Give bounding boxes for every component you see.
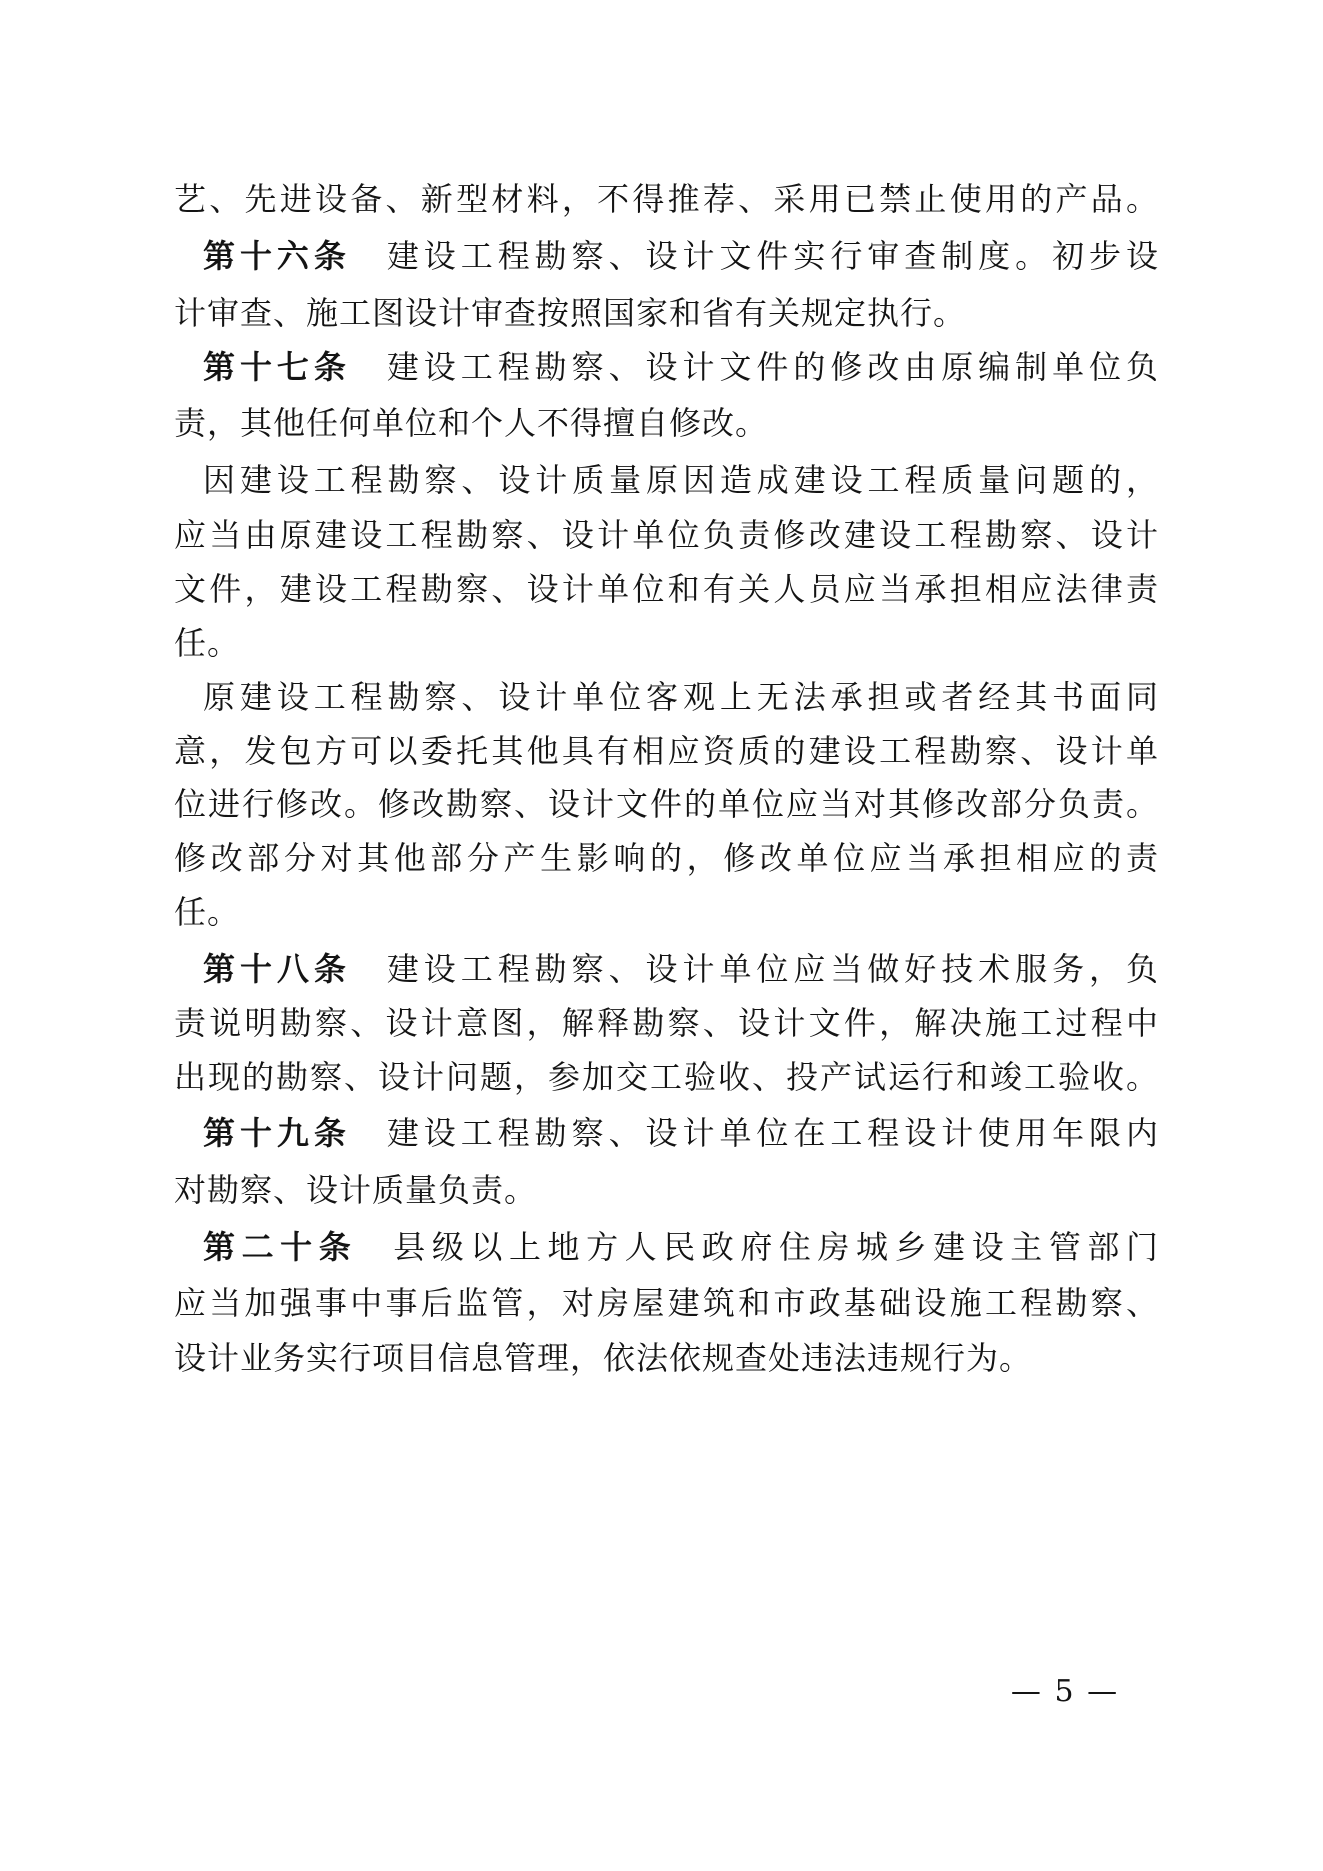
body-text-line: 位进行修改。修改勘察、设计文件的单位应当对其修改部分负责。	[174, 785, 1159, 823]
article-heading-line: 第十八条 建设工程勘察、设计单位应当做好技术服务，负	[203, 950, 1159, 988]
article-number: 第十七条	[203, 348, 351, 386]
body-text-line: 任。	[174, 624, 241, 662]
article-heading-line: 第二十条 县级以上地方人民政府住房城乡建设主管部门	[203, 1228, 1159, 1266]
paragraph-first-line: 原建设工程勘察、设计单位客观上无法承担或者经其书面同	[203, 678, 1159, 716]
body-text-line: 责，其他任何单位和个人不得擅自修改。	[174, 404, 769, 442]
page-number: — 5 —	[1010, 1674, 1120, 1709]
body-text-line: 设计业务实行项目信息管理，依法依规查处违法违规行为。	[174, 1339, 1033, 1377]
body-text-line: 出现的勘察、设计问题，参加交工验收、投产试运行和竣工验收。	[174, 1058, 1159, 1096]
body-text-line: 计审查、施工图设计审查按照国家和省有关规定执行。	[174, 294, 967, 332]
article-number: 第十六条	[203, 237, 351, 275]
article-number: 第十九条	[203, 1114, 351, 1152]
paragraph-first-line: 因建设工程勘察、设计质量原因造成建设工程质量问题的，	[203, 461, 1159, 499]
body-text-line: 意，发包方可以委托其他具有相应资质的建设工程勘察、设计单	[174, 732, 1159, 770]
body-text-line: 艺、先进设备、新型材料，不得推荐、采用已禁止使用的产品。	[174, 180, 1159, 218]
article-number: 第十八条	[203, 950, 351, 988]
body-text-line: 应当由原建设工程勘察、设计单位负责修改建设工程勘察、设计	[174, 516, 1159, 554]
body-text-line: 修改部分对其他部分产生影响的，修改单位应当承担相应的责	[174, 839, 1159, 877]
article-heading-line: 第十七条 建设工程勘察、设计文件的修改由原编制单位负	[203, 348, 1159, 386]
body-text-line: 任。	[174, 893, 241, 931]
body-text-line: 文件，建设工程勘察、设计单位和有关人员应当承担相应法律责	[174, 570, 1159, 608]
article-number: 第二十条	[203, 1228, 358, 1266]
body-text-line: 对勘察、设计质量负责。	[174, 1171, 538, 1209]
article-heading-line: 第十六条 建设工程勘察、设计文件实行审查制度。初步设	[203, 237, 1159, 275]
article-heading-line: 第十九条 建设工程勘察、设计单位在工程设计使用年限内	[203, 1114, 1159, 1152]
body-text-line: 责说明勘察、设计意图，解释勘察、设计文件，解决施工过程中	[174, 1004, 1159, 1042]
body-text-line: 应当加强事中事后监管，对房屋建筑和市政基础设施工程勘察、	[174, 1284, 1159, 1322]
